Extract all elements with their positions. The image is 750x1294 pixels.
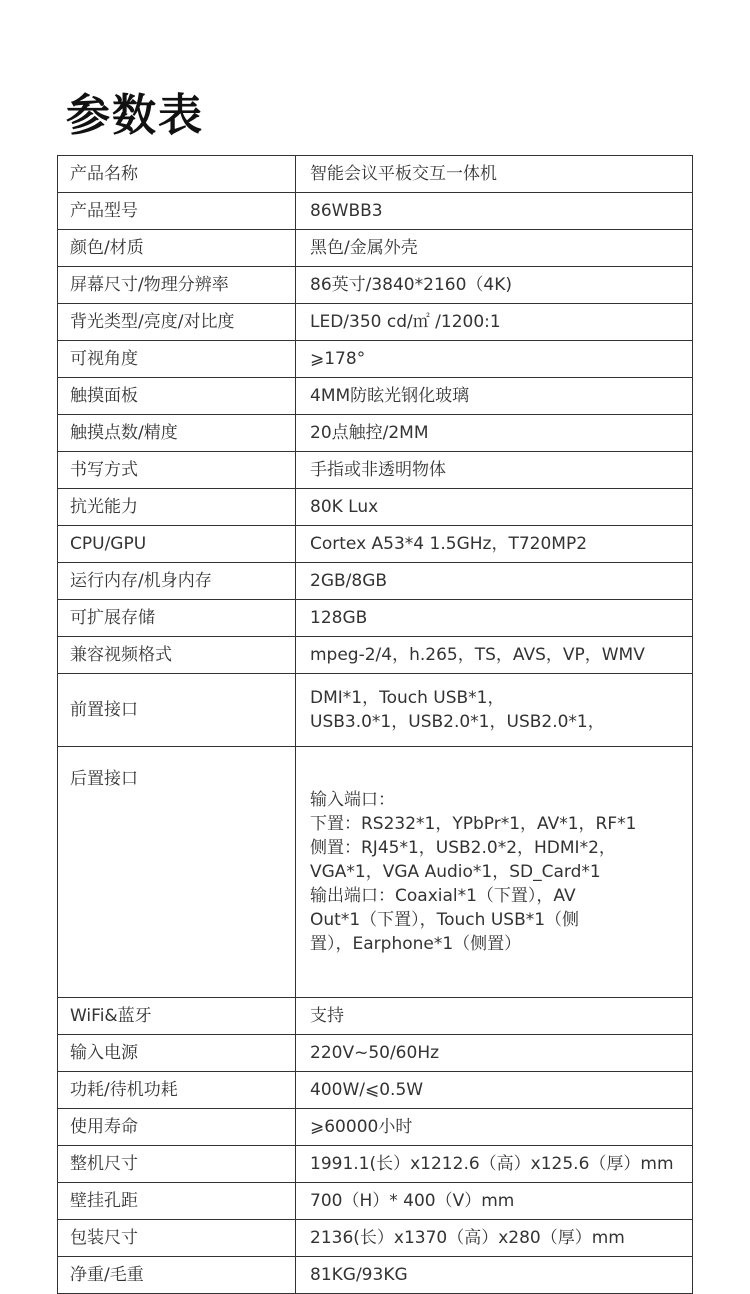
spec-key: 整机尺寸 <box>58 1146 296 1183</box>
spec-key: WiFi&蓝牙 <box>58 998 296 1035</box>
spec-key: 抗光能力 <box>58 489 296 526</box>
spec-key: 书写方式 <box>58 452 296 489</box>
spec-key: 产品名称 <box>58 156 296 193</box>
spec-value: 2GB/8GB <box>296 563 693 600</box>
table-row <box>58 1257 693 1294</box>
table-row <box>58 563 693 600</box>
spec-key: 背光类型/亮度/对比度 <box>58 304 296 341</box>
spec-key: 屏幕尺寸/物理分辨率 <box>58 267 296 304</box>
table-row <box>58 600 693 637</box>
spec-key: 壁挂孔距 <box>58 1183 296 1220</box>
spec-value: 4MM防眩光钢化玻璃 <box>296 378 693 415</box>
spec-value: 81KG/93KG <box>296 1257 693 1294</box>
spec-value: 2136(长）x1370（高）x280（厚）mm <box>296 1220 693 1257</box>
spec-key: 功耗/待机功耗 <box>58 1072 296 1109</box>
table-row <box>58 267 693 304</box>
spec-value: 输入端口： 下置：RS232*1，YPbPr*1，AV*1，RF*1 侧置：RJ45*1，USB2.0*2，HDMI*2， VGA*1，VGA Audio*1，SD_Card*1 输出端口：Coaxial*1（下置），AV Out*1（下置），Touch USB*1（侧 置），Earphone*1（侧置） <box>296 747 693 998</box>
table-row <box>58 674 693 747</box>
spec-key: 产品型号 <box>58 193 296 230</box>
table-row <box>58 637 693 674</box>
spec-value: LED/350 cd/㎡ /1200:1 <box>296 304 693 341</box>
spec-value: 400W/⩽0.5W <box>296 1072 693 1109</box>
spec-value: 20点触控/2MM <box>296 415 693 452</box>
table-row <box>58 526 693 563</box>
spec-value: 80K Lux <box>296 489 693 526</box>
spec-value: ⩾60000小时 <box>296 1109 693 1146</box>
spec-key: 颜色/材质 <box>58 230 296 267</box>
spec-key: 触摸点数/精度 <box>58 415 296 452</box>
table-row <box>58 489 693 526</box>
spec-key: 包装尺寸 <box>58 1220 296 1257</box>
table-row <box>58 341 693 378</box>
table-row <box>58 1183 693 1220</box>
table-row <box>58 193 693 230</box>
spec-value: 86WBB3 <box>296 193 693 230</box>
spec-key: 可扩展存储 <box>58 600 296 637</box>
spec-value: 86英寸/3840*2160（4K) <box>296 267 693 304</box>
spec-key: 触摸面板 <box>58 378 296 415</box>
table-row <box>58 1072 693 1109</box>
spec-table <box>57 155 693 1294</box>
table-row <box>58 1109 693 1146</box>
spec-value: 支持 <box>296 998 693 1035</box>
table-row <box>58 304 693 341</box>
table-row <box>58 747 693 998</box>
spec-value: mpeg-2/4，h.265，TS，AVS，VP，WMV <box>296 637 693 674</box>
spec-key: 使用寿命 <box>58 1109 296 1146</box>
spec-value: 智能会议平板交互一体机 <box>296 156 693 193</box>
table-row <box>58 156 693 193</box>
spec-key: CPU/GPU <box>58 526 296 563</box>
table-row <box>58 1035 693 1072</box>
spec-key: 净重/毛重 <box>58 1257 296 1294</box>
spec-value: 700（H）* 400（V）mm <box>296 1183 693 1220</box>
spec-value: 1991.1(长）x1212.6（高）x125.6（厚）mm <box>296 1146 693 1183</box>
table-row <box>58 1146 693 1183</box>
spec-value: 手指或非透明物体 <box>296 452 693 489</box>
spec-key: 输入电源 <box>58 1035 296 1072</box>
spec-key: 可视角度 <box>58 341 296 378</box>
table-row <box>58 452 693 489</box>
page-title: 参数表 <box>66 90 204 141</box>
spec-value: 220V~50/60Hz <box>296 1035 693 1072</box>
spec-value: 128GB <box>296 600 693 637</box>
spec-value: 黑色/金属外壳 <box>296 230 693 267</box>
table-row <box>58 378 693 415</box>
spec-value: Cortex A53*4 1.5GHz，T720MP2 <box>296 526 693 563</box>
table-row <box>58 998 693 1035</box>
spec-key: 后置接口 <box>58 747 296 998</box>
table-row <box>58 230 693 267</box>
table-row <box>58 415 693 452</box>
spec-value: DMI*1，Touch USB*1， USB3.0*1，USB2.0*1，USB2.0*1， <box>296 674 693 747</box>
spec-key: 前置接口 <box>58 674 296 747</box>
spec-key: 运行内存/机身内存 <box>58 563 296 600</box>
spec-key: 兼容视频格式 <box>58 637 296 674</box>
spec-value: ⩾178° <box>296 341 693 378</box>
table-row <box>58 1220 693 1257</box>
